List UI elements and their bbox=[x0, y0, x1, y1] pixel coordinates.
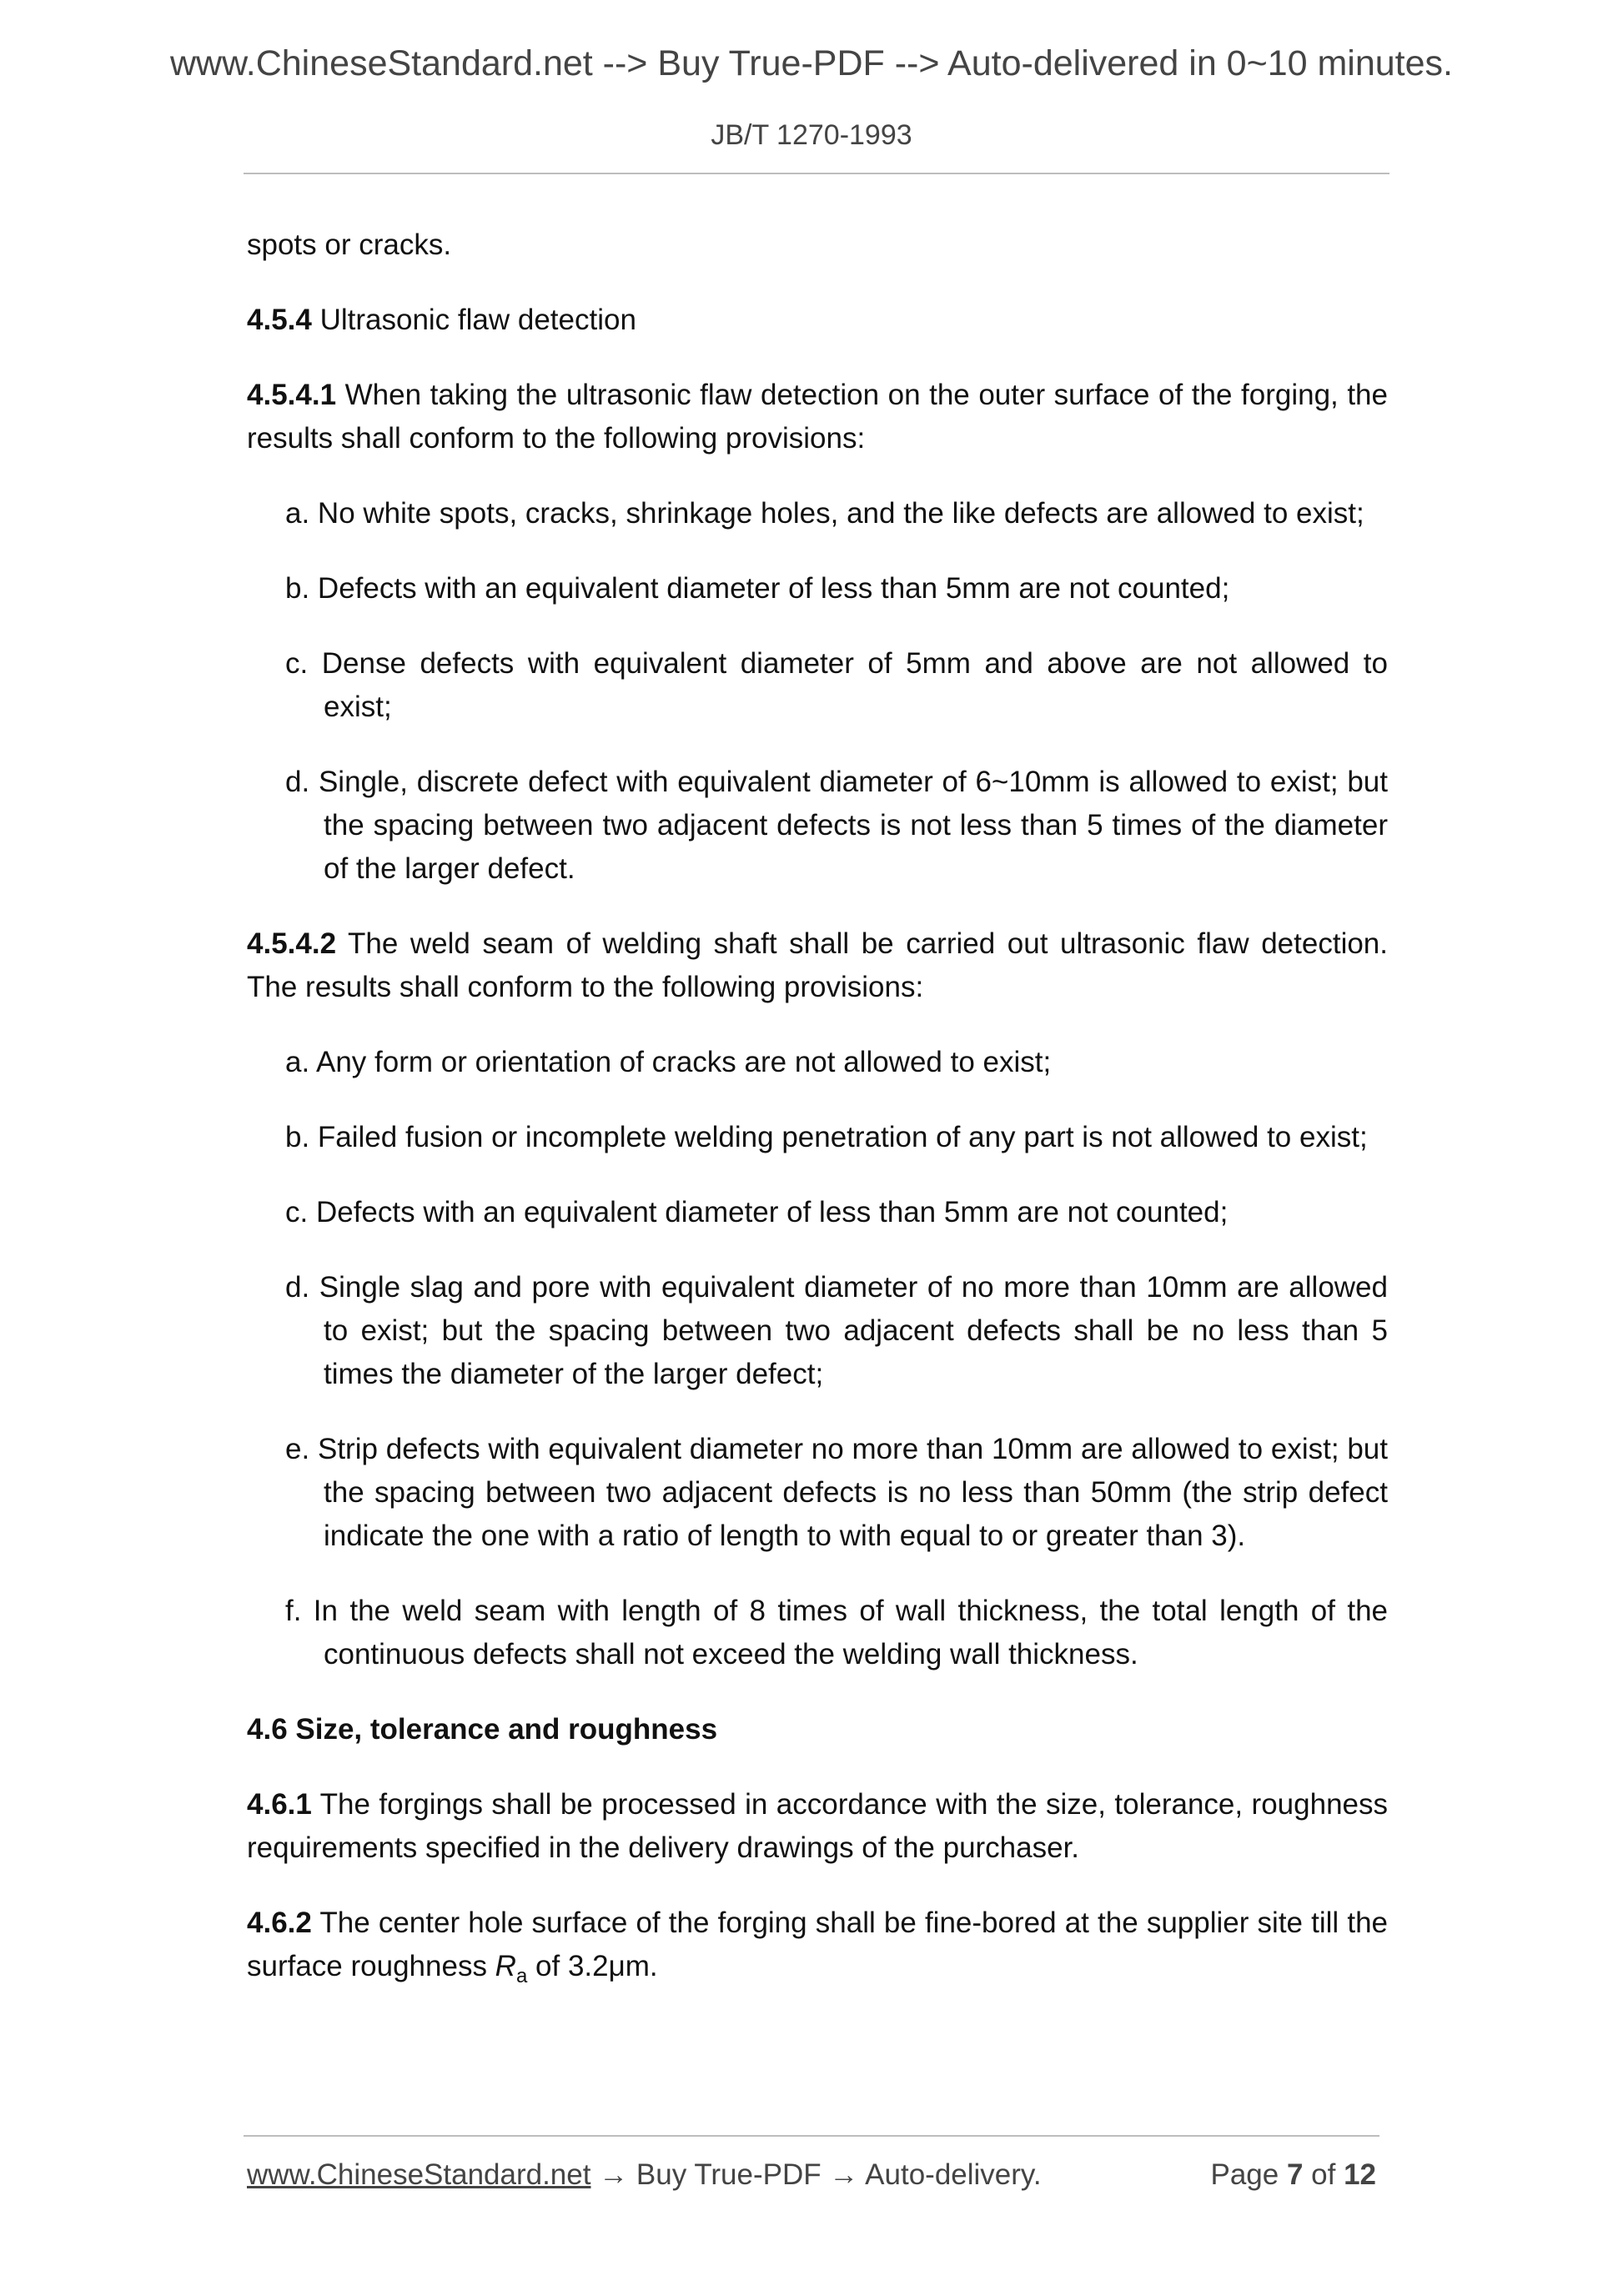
section-number: 4.5.4.2 bbox=[247, 927, 337, 960]
header-divider bbox=[244, 173, 1389, 174]
section-number: 4.6.2 bbox=[247, 1907, 312, 1939]
section-text: The weld seam of welding shaft shall be carried out ultrasonic flaw detection. The results shall conform to the following provisions: bbox=[247, 927, 1388, 1003]
section-number: 4.5.4 bbox=[247, 304, 312, 336]
list-item: d. Single, discrete defect with equivalent diameter of 6~10mm is allowed to exist; but the spacing between two adjacent defects is not less than 5 times of the diameter of the larger defect. bbox=[285, 766, 1388, 885]
section-number: 4.5.4.1 bbox=[247, 379, 337, 411]
list-item: b. Defects with an equivalent diameter of less than 5mm are not counted; bbox=[285, 572, 1230, 605]
page-of: of bbox=[1303, 2158, 1344, 2191]
section-4-5-4-2 bbox=[247, 922, 1388, 1009]
list-item: b. Failed fusion or incomplete welding penetration of any part is not allowed to exist; bbox=[285, 1121, 1368, 1153]
roughness-subscript: a bbox=[515, 1965, 528, 1987]
footer-divider bbox=[244, 2135, 1379, 2137]
document-id: JB/T 1270-1993 bbox=[711, 119, 912, 151]
list-item: a. No white spots, cracks, shrinkage holes, and the like defects are allowed to exist; bbox=[285, 497, 1364, 530]
section-4-6-2 bbox=[247, 1902, 1388, 1988]
page-current: 7 bbox=[1286, 2158, 1304, 2191]
section-4-6-1 bbox=[247, 1783, 1388, 1870]
list-item: d. Single slag and pore with equivalent diameter of no more than 10mm are allowed to exist; but the spacing between two adjacent defects shall be no less than 5 times the diameter of the larger defect; bbox=[285, 1271, 1388, 1390]
section-4-6-heading: 4.6 Size, tolerance and roughness bbox=[247, 1713, 718, 1746]
page-indicator bbox=[1210, 2158, 1376, 2192]
section-text: The center hole surface of the forging shall be fine-bored at the supplier site till the surface roughness bbox=[247, 1907, 1388, 1982]
roughness-symbol: R bbox=[495, 1950, 516, 1982]
list-item: e. Strip defects with equivalent diameter no more than 10mm are allowed to exist; but the spacing between two adjacent defects is no less than 50mm (the strip defect indicate the one with a ratio of length to with equal to or greater than 3). bbox=[285, 1433, 1388, 1552]
list-item: f. In the weld seam with length of 8 times of wall thickness, the total length of the continuous defects shall not exceed the welding wall thickness. bbox=[285, 1595, 1388, 1671]
section-4-5-4 bbox=[247, 299, 1388, 342]
footer-promo bbox=[247, 2158, 1042, 2192]
section-4-5-4-1 bbox=[247, 374, 1388, 460]
list-item: c. Dense defects with equivalent diameter of 5mm and above are not allowed to exist; bbox=[285, 647, 1388, 723]
list-item: a. Any form or orientation of cracks are not allowed to exist; bbox=[285, 1046, 1052, 1078]
page-total: 12 bbox=[1344, 2158, 1376, 2191]
section-number: 4.6.1 bbox=[247, 1788, 312, 1821]
list-item: c. Defects with an equivalent diameter of less than 5mm are not counted; bbox=[285, 1196, 1229, 1228]
footer-site-link[interactable]: www.ChineseStandard.net bbox=[247, 2158, 591, 2191]
site-banner: www.ChineseStandard.net --> Buy True-PDF --> Auto-delivered in 0~10 minutes. bbox=[169, 43, 1453, 83]
page-label: Page bbox=[1210, 2158, 1287, 2191]
continuation-text: spots or cracks. bbox=[247, 229, 452, 261]
document-body bbox=[247, 224, 1388, 2020]
section-title: Ultrasonic flaw detection bbox=[311, 304, 636, 336]
footer-promo-text: → Buy True-PDF → Auto-delivery. bbox=[590, 2158, 1042, 2191]
section-text: When taking the ultrasonic flaw detection on the outer surface of the forging, the results shall conform to the following provisions: bbox=[247, 379, 1388, 455]
section-text: The forgings shall be processed in accordance with the size, tolerance, roughness requirements specified in the delivery drawings of the purchaser. bbox=[247, 1788, 1388, 1864]
section-text-end: of 3.2μm. bbox=[527, 1950, 658, 1982]
